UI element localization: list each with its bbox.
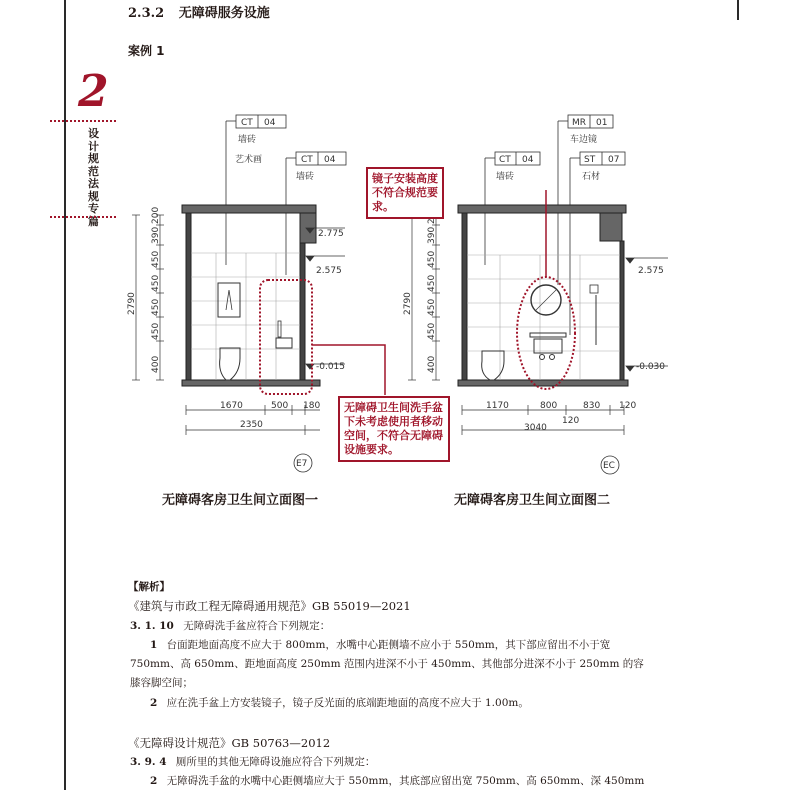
svg-text:01: 01 bbox=[596, 118, 608, 128]
left-margin-line bbox=[64, 0, 66, 790]
standard-1-title: 《建筑与市政工程无障碍通用规范》GB 55019—2021 bbox=[128, 599, 411, 613]
svg-text:1170: 1170 bbox=[486, 401, 509, 411]
item-2: 2 应在洗手盆上方安装镜子，镜子反光面的底端距地面的高度不应大于 1.00m。 bbox=[150, 697, 529, 709]
svg-text:04: 04 bbox=[264, 118, 276, 128]
svg-text:400: 400 bbox=[151, 355, 161, 373]
svg-text:墙砖: 墙砖 bbox=[296, 172, 315, 182]
item-1-line-2: 750mm、高 650mm、距地面高度 250mm 范围内进深不小于 450mm、其他部分进深不小于 250mm 的容 bbox=[130, 658, 644, 670]
svg-text:3040: 3040 bbox=[524, 423, 547, 433]
section-title: 无障碍服务设施 bbox=[178, 6, 270, 21]
case-label: 案例 1 bbox=[128, 44, 165, 58]
right-margin-line bbox=[737, 0, 739, 20]
clause-1 bbox=[130, 619, 330, 633]
caption-drawing-2: 无障碍客房卫生间立面图二 bbox=[454, 493, 611, 508]
note-mirror-height: 镜子安装高度不符合规范要求。 bbox=[366, 167, 444, 219]
clause-1-text: 无障碍洗手盆应符合下列规定： bbox=[183, 620, 331, 632]
svg-text:E7: E7 bbox=[296, 459, 308, 469]
svg-text:450: 450 bbox=[151, 274, 161, 292]
svg-text:450: 450 bbox=[151, 250, 161, 268]
item-1-line-3: 膝容脚空间； bbox=[130, 677, 193, 689]
caption-drawing-1: 无障碍客房卫生间立面图一 bbox=[162, 493, 319, 508]
svg-text:2790: 2790 bbox=[403, 292, 413, 315]
svg-text:车边镜: 车边镜 bbox=[570, 135, 598, 145]
svg-text:2.575: 2.575 bbox=[316, 266, 342, 276]
chapter-divider-top bbox=[50, 120, 116, 122]
svg-text:390: 390 bbox=[151, 226, 161, 244]
svg-text:180: 180 bbox=[303, 401, 321, 411]
chapter-divider-bottom bbox=[50, 216, 116, 218]
analysis-heading: 【解析】 bbox=[128, 581, 170, 593]
svg-text:ST: ST bbox=[584, 155, 596, 165]
svg-text:450: 450 bbox=[427, 322, 437, 340]
section-header bbox=[128, 2, 270, 21]
svg-text:艺术画: 艺术画 bbox=[235, 155, 263, 165]
svg-text:1670: 1670 bbox=[220, 401, 243, 411]
svg-text:390: 390 bbox=[427, 226, 437, 244]
svg-text:2790: 2790 bbox=[127, 292, 137, 315]
svg-text:830: 830 bbox=[583, 401, 601, 411]
svg-text:04: 04 bbox=[324, 155, 336, 165]
note-basin-space: 无障碍卫生间洗手盆下未考虑使用者移动空间，不符合无障碍设施要求。 bbox=[338, 396, 450, 462]
svg-text:CT: CT bbox=[301, 155, 313, 165]
clause-2-text: 厕所里的其他无障碍设施应符合下列规定： bbox=[175, 756, 376, 768]
svg-text:07: 07 bbox=[608, 155, 620, 165]
clause-2-number: 3. 9. 4 bbox=[130, 756, 167, 768]
svg-text:墙砖: 墙砖 bbox=[496, 172, 515, 182]
svg-text:CT: CT bbox=[241, 118, 253, 128]
chapter-side-title: 设计规范法规专篇 bbox=[88, 127, 99, 228]
clause-1-number: 3. 1. 10 bbox=[130, 620, 174, 632]
chapter-number: 2 bbox=[78, 66, 109, 117]
svg-text:450: 450 bbox=[151, 298, 161, 316]
svg-text:04: 04 bbox=[522, 155, 534, 165]
svg-text:-0.015: -0.015 bbox=[316, 362, 346, 372]
material-tag-mr01 bbox=[558, 115, 613, 285]
svg-text:墙砖: 墙砖 bbox=[238, 135, 257, 145]
svg-text:450: 450 bbox=[151, 322, 161, 340]
item-3: 2 无障碍洗手盆的水嘴中心距侧墙应大于 550mm，其底部应留出宽 750mm、高 650mm、深 450mm bbox=[150, 775, 645, 787]
svg-text:400: 400 bbox=[427, 355, 437, 373]
svg-text:450: 450 bbox=[427, 298, 437, 316]
svg-text:石材: 石材 bbox=[582, 172, 601, 182]
svg-text:2.575: 2.575 bbox=[638, 266, 664, 276]
clause-2 bbox=[130, 755, 375, 769]
svg-text:MR: MR bbox=[572, 118, 587, 128]
section-number: 2.3.2 bbox=[128, 6, 165, 21]
svg-text:CT: CT bbox=[499, 155, 511, 165]
standard-2-title: 《无障碍设计规范》GB 50763—2012 bbox=[128, 736, 331, 750]
svg-text:120: 120 bbox=[562, 416, 580, 426]
svg-text:450: 450 bbox=[427, 274, 437, 292]
svg-text:EC: EC bbox=[603, 461, 615, 471]
material-tag-ct04-a bbox=[226, 115, 286, 265]
svg-text:2350: 2350 bbox=[240, 420, 263, 430]
svg-text:2.775: 2.775 bbox=[318, 229, 344, 239]
svg-text:500: 500 bbox=[271, 401, 289, 411]
svg-text:-0.030: -0.030 bbox=[636, 362, 666, 372]
material-tag-st07 bbox=[570, 152, 625, 335]
item-1-line-1: 1 台面距地面高度不应大于 800mm，水嘴中心距侧墙不应小于 550mm，其下部应留出不小于宽 bbox=[150, 639, 611, 651]
svg-text:200: 200 bbox=[151, 206, 161, 224]
svg-text:120: 120 bbox=[619, 401, 637, 411]
svg-text:450: 450 bbox=[427, 250, 437, 268]
svg-text:800: 800 bbox=[540, 401, 558, 411]
